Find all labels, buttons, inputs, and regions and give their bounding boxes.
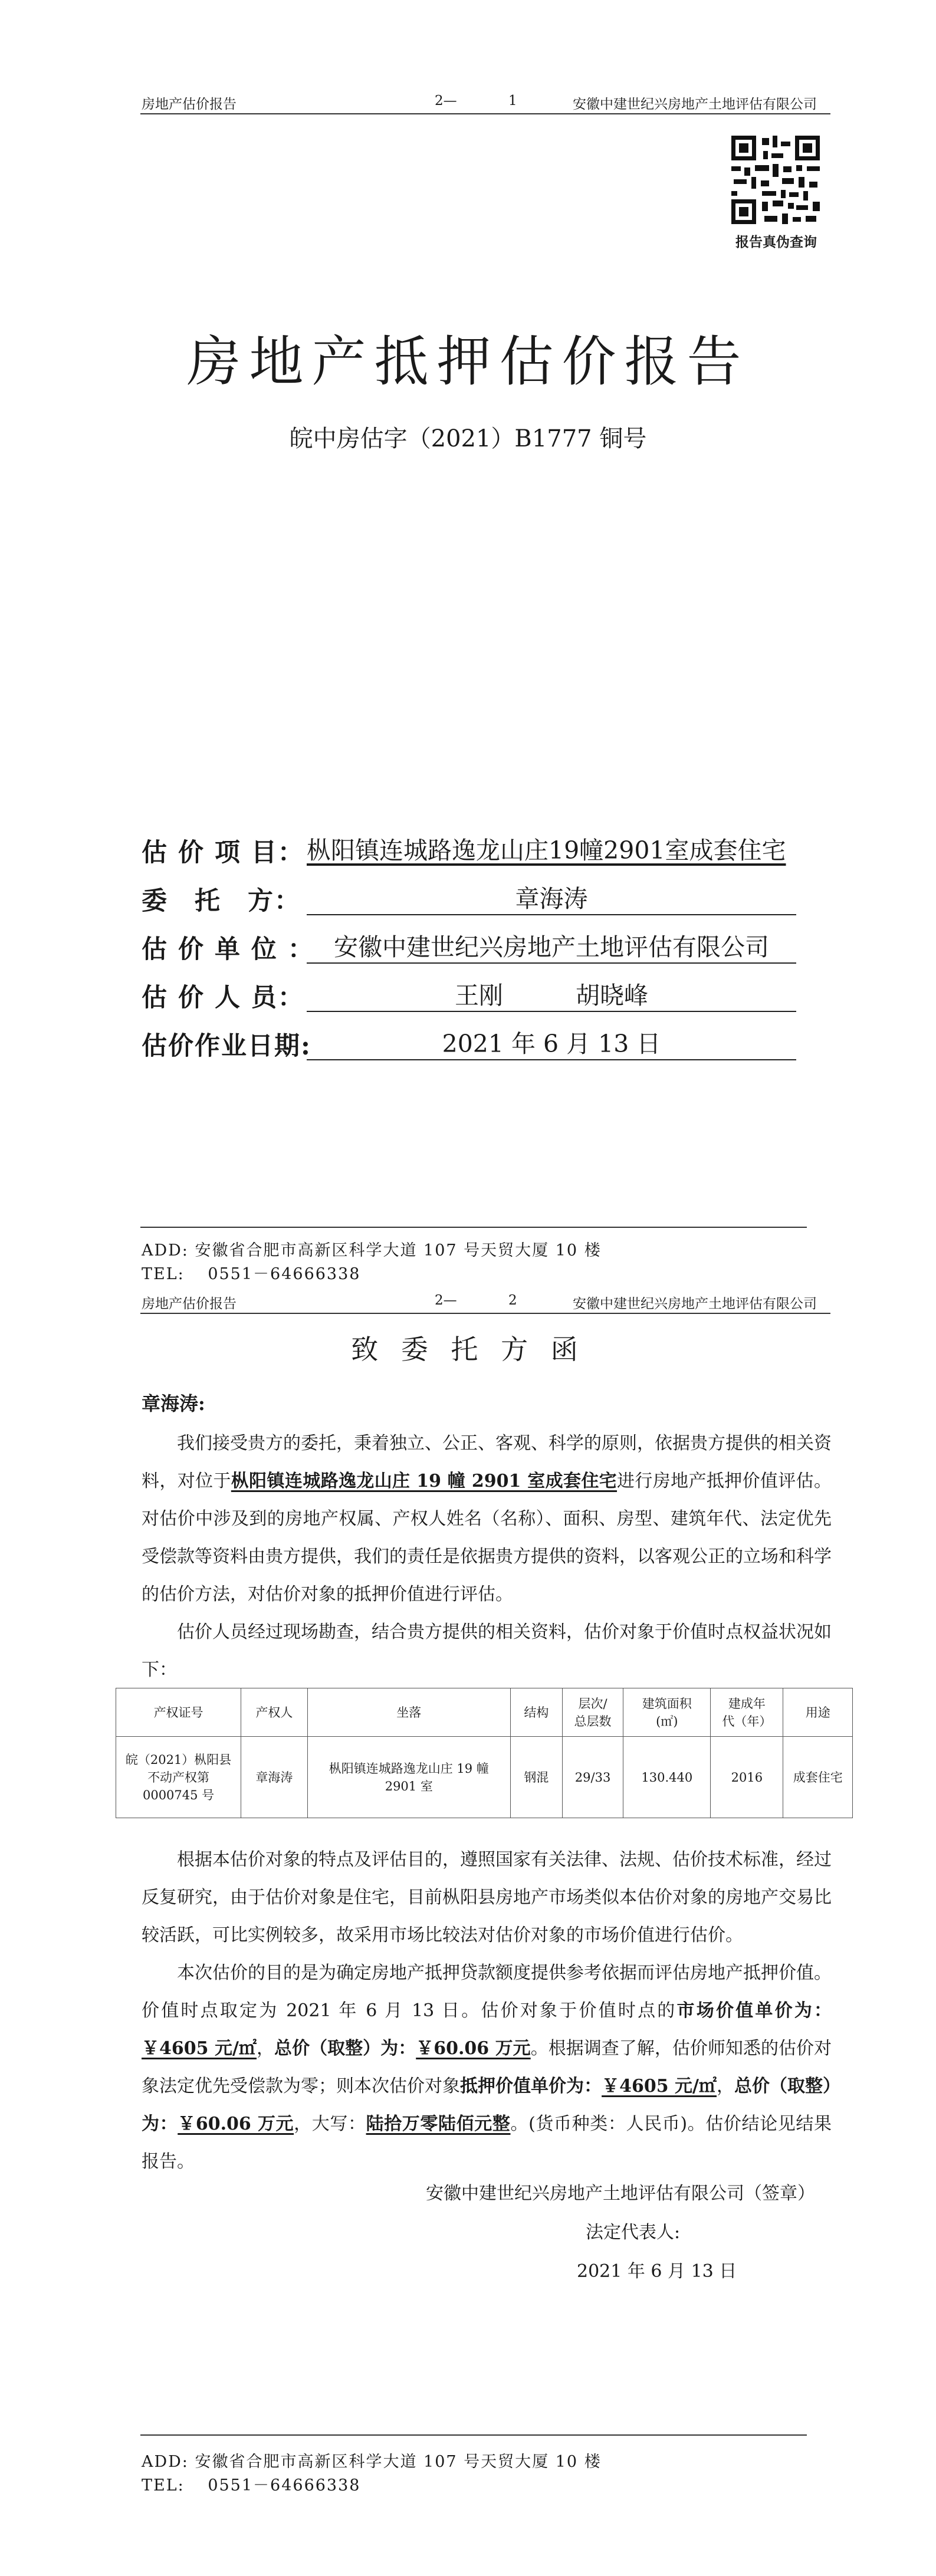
table-header-row: [116, 1688, 853, 1737]
signing-date: 2021 年 6 月 13 日: [577, 2261, 737, 2282]
market-total-price: ￥60.06 万元: [416, 2038, 531, 2059]
header-mid: 2—: [435, 1293, 457, 1308]
table-header-cell: 用途: [783, 1688, 853, 1737]
header-right: 安徽中建世纪兴房地产土地评估有限公司: [573, 97, 817, 112]
paragraph-1-text-a: 我们接受贵方的委托，秉着独立、公正、客观、科学的原则，依据贵方提供的相关资料，对位于: [142, 1433, 832, 1491]
field-value-appraisers: 王刚 胡晓峰: [307, 976, 796, 1012]
market-unit-price: ￥4605 元/㎡: [142, 2038, 257, 2059]
header-left: 房地产估价报告: [142, 97, 237, 112]
paragraph-4-text-2: ，: [257, 2038, 275, 2059]
paragraph-2: 估价人员经过现场勘查，结合贵方提供的相关资料，估价对象于价值时点权益状况如下：: [142, 1622, 832, 1680]
table-header-cell: 结构: [510, 1688, 562, 1737]
table-row: [116, 1737, 853, 1818]
table-header-cell: 坐落: [307, 1688, 510, 1737]
total-in-words: 陆拾万零陆佰元整: [366, 2114, 511, 2134]
qr-caption: 报告真伪查询: [735, 234, 817, 250]
property-rights-table: [116, 1688, 853, 1818]
salutation: 章海涛:: [142, 1392, 205, 1415]
signing-company: 安徽中建世纪兴房地产土地评估有限公司（签章）: [426, 2183, 815, 2204]
market-total-label: 总价（取整）为：: [274, 2038, 416, 2059]
paragraph-4-text-6: 。(货币种类：人民币)。估价结论见结果报告。: [142, 2114, 832, 2172]
table-header-cell: 产权人: [241, 1688, 308, 1737]
table-cell-location: 枞阳镇连城路逸龙山庄 19 幢 2901 室: [307, 1737, 510, 1818]
header-left: 房地产估价报告: [142, 1296, 237, 1312]
header-page-number: 2: [508, 1293, 517, 1308]
field-label-project: 估 价 项 目：: [142, 838, 304, 868]
mortgage-unit-price: ￥4605 元/㎡: [602, 2076, 717, 2097]
field-value-work-date: 2021 年 6 月 13 日: [307, 1024, 796, 1060]
qr-code-icon[interactable]: [731, 136, 820, 224]
table-cell-structure: 钢混: [510, 1737, 562, 1818]
field-value-project: 枞阳镇连城路逸龙山庄19幢2901室成套住宅: [307, 836, 786, 865]
field-label-appraisers: 估 价 人 员：: [142, 983, 304, 1013]
table-header-cell: 建筑面积 (㎡): [623, 1688, 711, 1737]
mortgage-unit-price-label: 抵押价值单价为：: [460, 2076, 602, 2097]
table-cell-certificate-no: 皖（2021）枞阳县 不动产权第 0000745 号: [116, 1737, 241, 1818]
footer-address: ADD: 安徽省合肥市高新区科学大道 107 号天贸大厦 10 楼: [142, 2453, 602, 2471]
header-page-number: 1: [508, 93, 517, 109]
table-header-cell: 建成年 代（年）: [711, 1688, 783, 1737]
field-label-work-date: 估价作业日期:: [142, 1031, 311, 1061]
paragraph-4-text-4: ，: [717, 2076, 735, 2097]
footer-rule: [140, 2434, 807, 2436]
header-mid: 2—: [435, 93, 457, 109]
table-header-cell: 层次/ 总层数: [562, 1688, 623, 1737]
paragraph-4-text-5: ，大写：: [294, 2114, 366, 2134]
paragraph-4-text-1: 本次估价的目的是为确定房地产抵押贷款额度提供参考依据而评估房地产抵押价值。价值时点取定为 2021 年 6 月 13 日。估价对象于价值时点的: [142, 1963, 832, 2021]
field-label-appraiser-unit: 估 价 单 位 ：: [142, 935, 314, 964]
footer-phone: TEL: 0551－64666338: [142, 2476, 361, 2495]
paragraph-4-text-3: 。根据调查了解，估价师知悉的估价对象法定优先受偿款为零；则本次估价对象: [142, 2038, 832, 2097]
field-value-appraiser-unit: 安徽中建世纪兴房地产土地评估有限公司: [307, 928, 796, 964]
table-cell-year-built: 2016: [711, 1737, 783, 1818]
legal-representative: 法定代表人:: [586, 2222, 681, 2243]
paragraph-4: [142, 1954, 832, 2181]
footer-address: ADD: 安徽省合肥市高新区科学大道 107 号天贸大厦 10 楼: [142, 1241, 602, 1260]
field-value-client: 章海涛: [307, 879, 796, 915]
report-number: 皖中房估字（2021）B1777 铜号: [289, 425, 647, 452]
table-header-cell: 产权证号: [116, 1688, 241, 1737]
mortgage-total-price: ￥60.06 万元: [178, 2114, 294, 2134]
header-rule: [140, 113, 830, 114]
field-label-client: 委 托 方：: [142, 886, 301, 916]
paragraph-1: [142, 1425, 832, 1614]
table-cell-owner: 章海涛: [241, 1737, 308, 1818]
paragraph-3: 根据本估价对象的特点及评估目的，遵照国家有关法律、法规、估价技术标准，经过反复研究，由于估价对象是住宅，目前枞阳县房地产市场类似本估价对象的房地产交易比较活跃，可比实例较多，故采用市场比较法对估价对象的市场价值进行估价。: [142, 1849, 832, 1946]
table-cell-usage: 成套住宅: [783, 1737, 853, 1818]
mortgage-total-label: 总价（取整）为：: [142, 2076, 832, 2134]
header-rule: [140, 1313, 830, 1314]
footer-rule: [140, 1227, 807, 1228]
table-cell-area: 130.440: [623, 1737, 711, 1818]
report-title: 房地产抵押估价报告: [186, 330, 750, 393]
table-cell-floors: 29/33: [562, 1737, 623, 1818]
paragraph-1-text-b: 进行房地产抵押价值评估。对估价中涉及到的房地产权属、产权人姓名（名称）、面积、房型、建筑年代、法定优先受偿款等资料由贵方提供，我们的责任是依据贵方提供的资料，以客观公正的立场和科学的估价方法，对估价对象的抵押价值进行评估。: [142, 1471, 832, 1605]
footer-phone: TEL: 0551－64666338: [142, 1265, 361, 1283]
market-unit-price-label: 市场价值单价为：: [676, 2000, 832, 2021]
letter-title: 致 委 托 方 函: [351, 1333, 585, 1365]
property-location: 枞阳镇连城路逸龙山庄 19 幢 2901 室成套住宅: [231, 1471, 618, 1491]
header-right: 安徽中建世纪兴房地产土地评估有限公司: [573, 1296, 817, 1312]
